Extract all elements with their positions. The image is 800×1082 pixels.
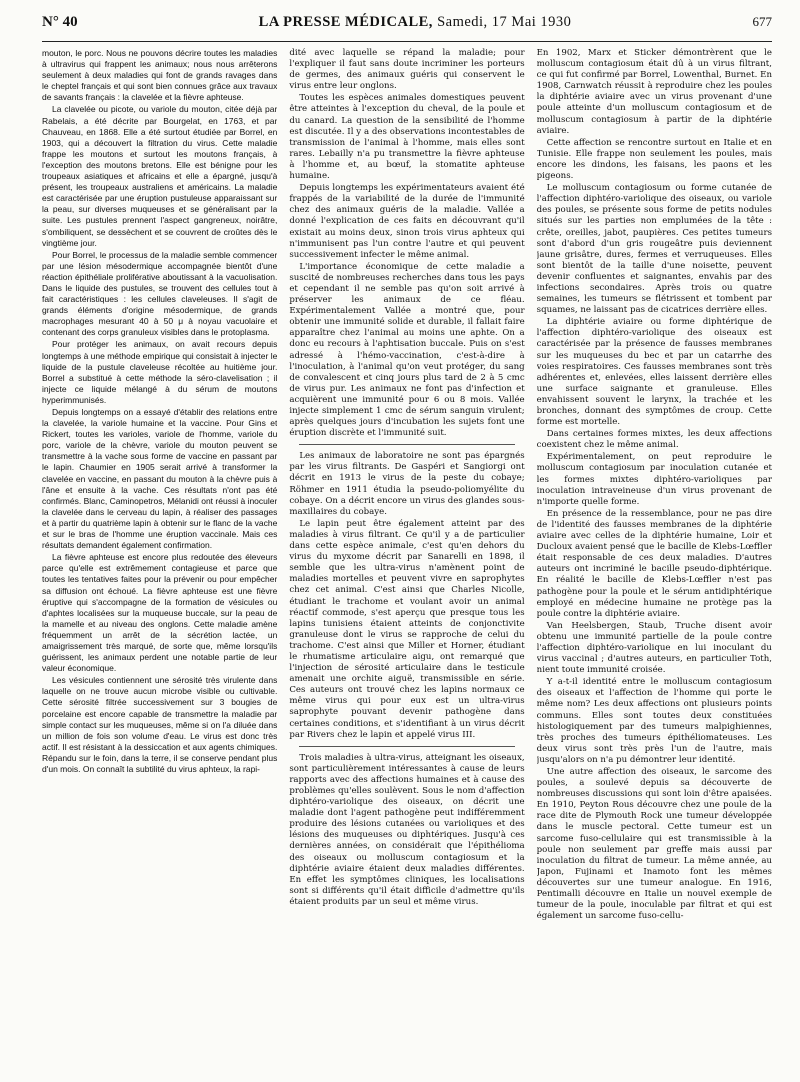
paragraph: Van Heelsbergen, Staub, Truche disent avoir obtenu une immunité partielle de la poule contre l'affection diphtéro-variolique en lui inoculant du virus vaccinal ; d'autres auteurs, en particulier Toth, nient toute immunité croisée.	[536, 620, 772, 676]
paragraph: Pour protéger les animaux, on avait recours depuis longtemps à une méthode empirique qui consistait à injecter le liquide de la pustule claveleuse récoltée au huitième jour. Borrel a substitué à cette méthode la séro-clavelisation ; il injecte ce liquide mélangé à du sérum de moutons hyperimmunisés.	[42, 339, 278, 405]
section-divider	[299, 444, 516, 445]
paragraph: La fièvre aphteuse est encore plus redoutée des éleveurs parce qu'elle est extrêmement contagieuse et parce que toutes les tentatives faites pour la prévenir ou pour empêcher sa diffusion ont échoué. La fièvre aphteuse est une fièvre éruptive qui s'accompagne de la formation de vésicules ou d'aphtes localisées sur la muqueuse buccale, sur la peau de la mamelle et au niveau des onglons. Cette maladie amène fréquemment un arrêt de la sécrétion lactée, un amaigrissement très marqué, de sorte que, même lorsqu'ils guérissent, les animaux perdent une notable partie de leur valeur économique.	[42, 552, 278, 674]
column-3	[537, 48, 772, 1068]
article-columns	[42, 48, 772, 1068]
paragraph: Une autre affection des oiseaux, le sarcome des poules, a soulevé depuis sa découverte de nombreuses discussions qui sont loin d'être apaisées. En 1910, Peyton Rous découvre chez une poule de la race dite de Plymouth Rock une tumeur développée dans le muscle pectoral. Cette tumeur est un sarcome fuso-cellulaire qui est transmissible à la poule non seulement par greffe mais aussi par inoculation du filtrat de tumeur. La même année, au Japon, Fujinami et Inamoto font les mêmes découvertes sur une tumeur analogue. En 1916, Pentimalli découvre en Italie un nouvel exemple de tumeur de la poule, inoculable par filtrat et qui est également un sarcome fuso-cellu-	[536, 767, 772, 922]
column-1	[42, 48, 277, 1068]
paragraph: Les vésicules contiennent une sérosité très virulente dans laquelle on ne trouve aucun microbe visible ou cultivable. Cette sérosité filtrée successivement sur 3 bougies de porcelaine est encore capable de transmettre la maladie par simple contact sur les muqueuses, même si on l'a diluée dans un million de fois son volume d'eau. Le virus est donc très actif. Il est résistant à la dessiccation et aux agents chimiques. Répandu sur le foin, dans la terre, il se conserve pendant plus d'un mois. On connaît la subtilité du virus aphteux, la rapi-	[42, 675, 278, 774]
paragraph: Trois maladies à ultra-virus, atteignant les oiseaux, sont particulièrement intéressantes à cause de leurs rapports avec des affections humaines et à cause des problèmes qu'elles soulèvent. Sous le nom d'affection diphtéro-variolique des oiseaux, on décrit une maladie dont l'agent pathogène peut indifféremment produire des lésions cutanées ou varioliques et des lésions des muqueuses ou diphtériques. Jusqu'à ces dernières années, on considérait que l'épithélioma des oiseaux ou molluscum contagiosum et la diphtérie aviaire étaient deux maladies différentes. En effet les symptômes cliniques, les localisations sont si différents qu'il était difficile d'admettre qu'ils étaient produits par un seul et même virus.	[289, 752, 525, 907]
header-title	[259, 14, 572, 31]
paragraph: Toutes les espèces animales domestiques peuvent être atteintes à l'exception du cheval, de la poule et du canard. La question de la sensibilité de l'homme est discutée. Il y a des observations incontestables de transmission de l'animal à l'homme, mais elles sont rares. Lebailly n'a pu transmettre la fièvre aphteuse à l'homme et, au bœuf, la stomatite aphteuse humaine.	[289, 93, 525, 182]
paragraph: Les animaux de laboratoire ne sont pas épargnés par les virus filtrants. De Gaspéri et Sangiorgi ont décrit en 1913 le virus de la peste du cobaye; Röhmer en 1911 étudia la pseudo-poliomyélite du cobaye. On a décrit encore un virus des glandes sous-maxillaires du cobaye.	[289, 451, 525, 517]
paragraph: dité avec laquelle se répand la maladie; pour l'expliquer il faut sans doute incriminer les porteurs de germes, des animaux guéris qui conservent le virus entre leur onglons.	[289, 48, 525, 92]
paragraph: En 1902, Marx et Sticker démontrèrent que le molluscum contagiosum était dû à un virus filtrant, ce qui fut confirmé par Borrel, Lowenthal, Burnet. En 1908, Carnwatch réussit à reproduire chez les poules la diphtérie aviaire avec un virus provenant d'une poule atteinte d'un molluscum contagiosum et de molluscum contagiosum à partir de la diphtérie aviaire.	[536, 48, 772, 136]
paragraph: mouton, le porc. Nous ne pouvons décrire toutes les maladies à ultravirus qui frappent les animaux; nous nous arrêterons seulement à deux maladies qui font de grands ravages dans le cheptel français et qui sont bien connues grâce aux travaux de savants français : la clavelée et la fièvre aphteuse.	[42, 48, 278, 103]
paragraph: La diphtérie aviaire ou forme diphtérique de l'affection diphtéro-variolique des oiseaux est caractérisée par la présence de fausses membranes sur les muqueuses du bec et par un catarrhe des voies respiratoires. Ces fausses membranes sont très adhérentes et, enlevées, elles laissent derrière elles une surface saignante et granuleuse. Elles envahissent souvent le larynx, la trachée et les bronches, donnant des symptômes de croup. Cette forme est mortelle.	[536, 317, 772, 428]
paragraph: Depuis longtemps les expérimentateurs avaient été frappés de la variabilité de la durée de l'immunité chez des animaux guéris de la maladie. Vallée a donné l'explication de ces faits en découvrant qu'il existait au moins deux, sinon trois virus aphteux qui n'immunisent pas l'un contre l'autre et qui peuvent successivement infecter le même animal.	[289, 183, 525, 260]
paragraph: En présence de la ressemblance, pour ne pas dire de l'identité des fausses membranes de la diphtérie aviaire avec celles de la diphtérie humaine, Loir et Ducloux avaient pensé que le bacille de Klebs-Lœffler était responsable de ces deux maladies. D'autres auteurs ont incriminé le bacille pseudo-diphtérique. En réalité le bacille de Klebs-Lœffler n'est pas pathogène pour la poule et le sérum antidiphtérique employé en médecine humaine ne protège pas la poule contre la diphtérie aviaire.	[536, 508, 772, 619]
paragraph: Le lapin peut être également atteint par des maladies à virus filtrant. Ce qu'il y a de particulier dans cette espèce animale, c'est qu'en dehors du virus du myxome décrit par Sanarelli en 1898, il semble que les ultra-virus n'amènent point de maladies mortelles et peuvent vivre en saprophytes chez cet animal. C'est ainsi que Charles Nicolle, étudiant le trachome et voulant avoir un animal réactif commode, s'est aperçu que presque tous les lapins tunisiens étaient atteints de conjonctivite granuleuse dont le virus se rapproche de celui du trachome. C'est ainsi que Miller et Horner, étudiant le rhumatisme articulaire aigu, ont remarqué que l'injection de sérosité articulaire dans le testicule amenait une orchite aiguë, transmissible en série. Ces auteurs ont trouvé chez les lapins normaux ce même virus qui pour eux est un ultra-virus saprophyte pouvant devenir pathogène dans certaines conditions, et s'identifiant à un virus décrit par Rivers chez le lapin et appelé virus III.	[289, 518, 525, 740]
journal-name: LA PRESSE MÉDICALE,	[258, 14, 433, 30]
paragraph: Y a-t-il identité entre le molluscum contagiosum des oiseaux et l'affection de l'homme qui porte le même nom? Les deux affections ont plusieurs points communs. Elles sont toutes deux constituées histologiquement par des tumeurs malpighiennes, très proches des tumeurs épithéliomateuses. Les deux virus sont très près l'un de l'autre, mais jusqu'alors on n'a pu démontrer leur identité.	[536, 677, 772, 765]
paragraph: L'importance économique de cette maladie a suscité de nombreuses recherches dans tous les pays et cependant il ne semble pas qu'on soit arrivé à préserver les animaux de ce fléau. Expérimentalement Vallée a montré que, pour obtenir une immunité solide et durable, il fallait faire apparaître chez l'animal au moins une aphte. On a donc eu recours à l'aphtisation buccale. Puis on s'est adressé à l'hémo-vaccination, c'est-à-dire à l'inoculation, à l'animal qu'on veut protéger, du sang de convalescent et cinq jours plus tard de 2 à 5 cmc de virus pur. Les animaux ne font pas d'infection et acquièrent une immunité pour 6 ou 8 mois. Vallée injecte simplement 1 cmc de sérum sanguin virulent; après quelques jours d'incubation les sujets font une éruption discrète et l'immunité suit.	[289, 261, 525, 439]
paragraph: Cette affection se rencontre surtout en Italie et en Tunisie. Elle frappe non seulement les poules, mais encore les dindons, les faisans, les paons et les pigeons.	[536, 137, 772, 182]
paragraph: Le molluscum contagiosum ou forme cutanée de l'affection diphtéro-variolique des oiseaux, ou variole des poules, se présente sous forme de petits nodules situés sur les parties non emplumées de la tête : crête, oreilles, jabot, paupières. Ces petites tumeurs sont d'abord d'un gris rougeâtre puis deviennent jaune grisâtre, dures, fermes et verruqueuses. Elles sont bientôt de la taille d'une noisette, peuvent devenir confluentes et saignantes, envahis par des infections secondaires. Après trois ou quatre semaines, les tumeurs se flétrissent et tombent par squames, ne laissant pas de cicatrices derrière elles.	[536, 183, 772, 316]
issue-date: Samedi, 17 Mai 1930	[437, 14, 572, 30]
running-header	[42, 14, 772, 42]
paragraph: Pour Borrel, le processus de la maladie semble commencer par une lésion mésodermique accompagnée bientôt d'une réaction épithéliale proliférative aboutissant à la vacuolisation. Dans le liquide des pustules, se trouvent des cellules tout à fait caractéristiques : les cellules claveleuses. Il s'agit de grands éléments d'origine mésodermique, de grands macrophages mesurant 40 à 50 μ à noyau vacuolaire et contenant des corps granuleux visibles dans le protoplasma.	[42, 249, 278, 338]
section-divider	[299, 746, 516, 747]
column-2	[289, 48, 524, 1068]
paragraph: La clavelée ou picote, ou variole du mouton, citée déjà par Rabelais, a été décrite par Bourgelat, en 1763, et par Chauveau, en 1868. Elle a été surtout étudiée par Borrel, en 1903, qui a découvert la filtration du virus. Cette maladie frappe les moutons et surtout les moutons français, à l'exception des moutons bretons. Elle est bénigne pour les troupeaux asiatiques et africains et elle a épargné, jusqu'à présent, les troupeaux australiens et américains. La maladie est caractérisée par une éruption pustuleuse apparaissant sur la peau, sur diverses muqueuses et se généralisant par la suite. Les pustules prennent l'aspect gangreneux, noirâtre, s'ombiliquent, se dessèchent et se couvrent de croûtes dès le vingtième jour.	[42, 104, 278, 248]
issue-number: N° 40	[42, 14, 78, 30]
paragraph: Dans certaines formes mixtes, les deux affections coexistent chez le même animal.	[536, 429, 772, 451]
paragraph: Expérimentalement, on peut reproduire le molluscum contagiosum par inoculation cutanée et les formes mixtes diphtéro-varioliques par inoculation intraveineuse d'un virus provenant de n'importe quelle forme.	[536, 452, 772, 507]
paragraph: Depuis longtemps on a essayé d'établir des relations entre la clavelée, la variole humaine et la vaccine. Pour Gins et Rickert, toutes les varioles, variole de l'homme, variole du porc, variole de la chèvre, variole du mouton peuvent se transmettre à la vache sous forme de vaccine en passant par le lapin. Chaumier en 1905 serait arrivé à transformer la clavelée en vaccine, en passant du mouton à la chèvre puis à l'âne et ensuite à la vache. Ces résultats n'ont pas été confirmés. Blanc, Caminopetros, Mélanidi ont réussi à inoculer la clavelée dans le cerveau du lapin, à réaliser des passages et à partir du quatrième lapin à obtenir sur le flanc de la vache et sur le bras de l'homme une éruption vaccinale. Mais ces résultats demandent également confirmation.	[42, 407, 278, 551]
page-number: 677	[752, 14, 772, 29]
